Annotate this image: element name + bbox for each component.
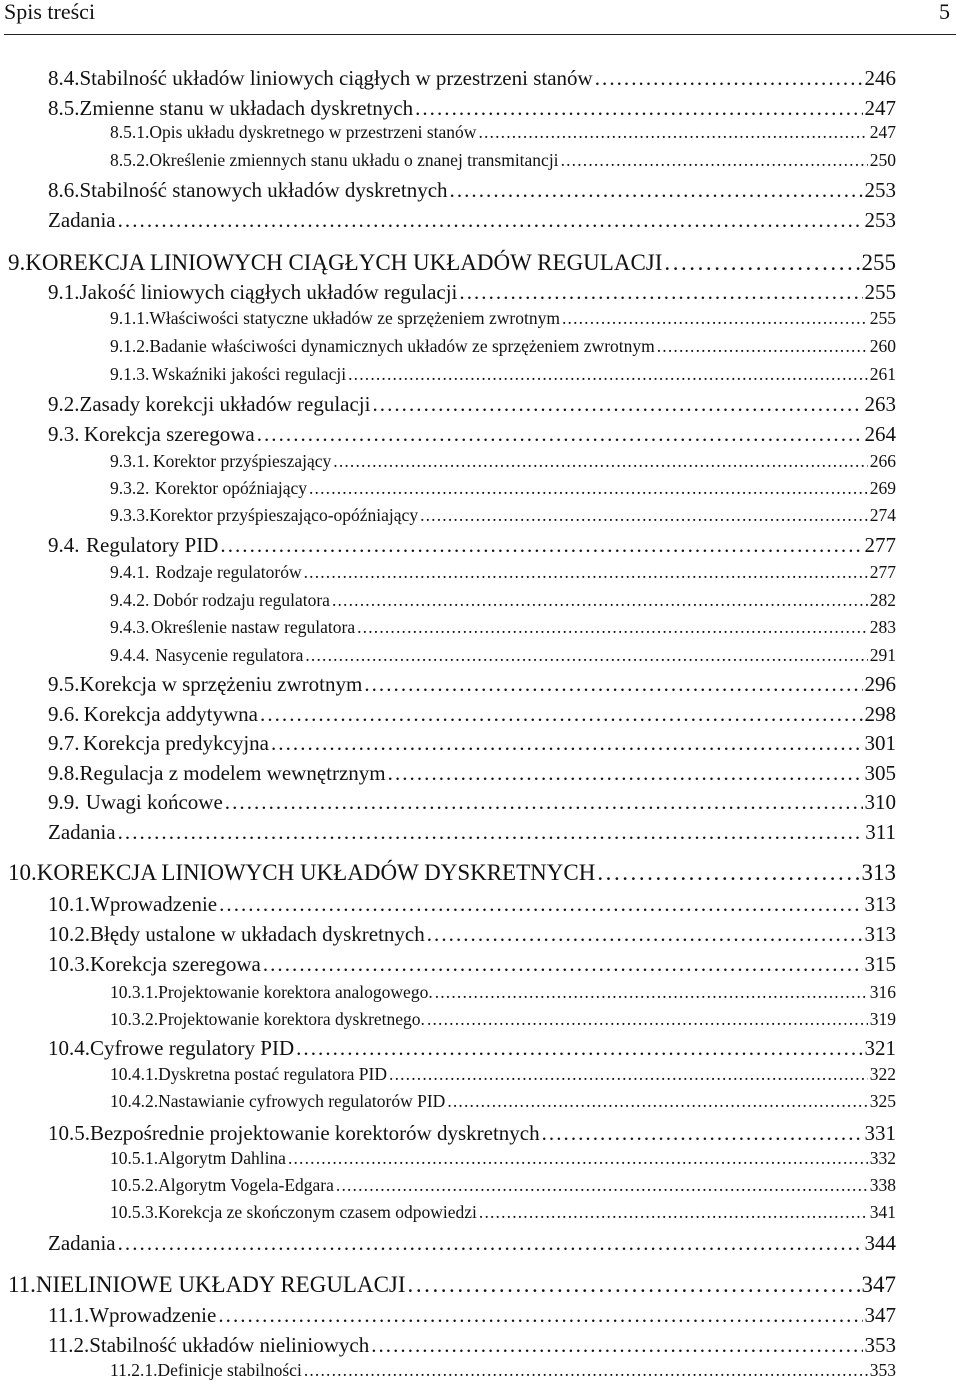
toc-entry: [8, 1272, 896, 1298]
dot-leader: [271, 731, 863, 756]
toc-entry-title: Zadania: [48, 208, 116, 232]
toc-entry-page: 269: [869, 478, 896, 498]
dot-leader: [427, 1009, 868, 1030]
toc-entry-page: 319: [869, 1009, 896, 1029]
toc-entry: [110, 645, 896, 666]
toc-entry-title: Korektor przyśpieszający: [152, 451, 332, 471]
toc-entry-page: 332: [869, 1148, 896, 1168]
toc-entry-page: 325: [869, 1091, 896, 1111]
toc-entry-page: 260: [869, 336, 896, 356]
toc-entry-number: 10.5.2.: [110, 1175, 159, 1195]
toc-entry-title: Regulacja z modelem wewnętrznym: [79, 761, 386, 785]
toc-entry-page: 247: [864, 96, 896, 120]
toc-entry-title: Opis układu dyskretnego w przestrzeni stanów: [149, 122, 477, 142]
toc-entry: [110, 617, 896, 638]
toc-entry-number: 11.2.: [48, 1333, 90, 1357]
toc-entry: [8, 250, 896, 276]
toc-entry-title: Zmienne stanu w układach dyskretnych: [79, 96, 414, 120]
toc-entry: [48, 892, 896, 917]
toc-entry-title: Korekcja predykcyjna: [83, 731, 269, 755]
toc-entry-page: 310: [864, 790, 896, 814]
toc-entry: [48, 208, 896, 233]
toc-entry: [48, 672, 896, 697]
toc-entry-number: 9.4.4.: [110, 645, 150, 665]
toc-entry-number: 11.: [8, 1272, 36, 1297]
toc-entry-page: 331: [864, 1121, 896, 1145]
toc-entry-page: 322: [869, 1064, 896, 1084]
toc-entry: [48, 820, 896, 845]
toc-entry-number: 10.2.: [48, 922, 90, 946]
toc-entry-title: Określenie zmiennych stanu układu o znanej transmitancji: [149, 150, 559, 170]
toc-entry: [48, 280, 896, 305]
toc-entry-title: Projektowanie korektora analogowego.: [158, 982, 433, 1002]
toc-entry-title: NIELINIOWE UKŁADY REGULACJI: [35, 1272, 406, 1297]
toc-entry-number: 9.9.: [48, 790, 80, 814]
toc-entry: [8, 860, 896, 886]
dot-leader: [257, 422, 863, 447]
toc-entry-number: 8.5.2.: [110, 150, 150, 170]
toc-entry-title: Określenie nastaw regulatora: [151, 617, 356, 637]
dot-leader: [420, 505, 868, 526]
dot-leader: [118, 1231, 863, 1256]
toc-entry-number: 9.4.1.: [110, 562, 150, 582]
toc-entry-number: 9.3.2.: [110, 478, 150, 498]
toc-entry: [48, 1231, 896, 1256]
toc-entry-page: 277: [869, 562, 896, 582]
dot-leader: [447, 1091, 867, 1112]
toc-entry-number: 9.4.2.: [110, 590, 150, 610]
dot-leader: [305, 645, 867, 666]
toc-entry: [48, 392, 896, 417]
toc-entry-number: 9.7.: [48, 731, 80, 755]
toc-entry-number: 9.5.: [48, 672, 80, 696]
dot-leader: [450, 178, 863, 203]
toc-entry-page: 321: [864, 1036, 896, 1060]
toc-entry-title: Korekcja ze skończonym czasem odpowiedzi: [158, 1202, 477, 1222]
toc-entry: [48, 422, 896, 447]
toc-entry: [110, 478, 896, 499]
toc-entry-title: KOREKCJA LINIOWYCH CIĄGŁYCH UKŁADÓW REGULACJI: [25, 250, 663, 275]
toc-entry-title: Jakość liniowych ciągłych układów regulacji: [79, 280, 458, 304]
toc-entry: [110, 308, 896, 329]
toc-entry-title: Badanie właściwości dynamicznych układów ze sprzężeniem zwrotnym: [149, 336, 655, 356]
dot-leader: [657, 336, 868, 357]
toc-entry: [48, 1333, 896, 1358]
toc-entry-number: 10.3.1.: [110, 982, 159, 1002]
toc-entry-number: 10.: [8, 860, 37, 885]
toc-entry: [110, 364, 896, 385]
toc-entry-number: 10.5.1.: [110, 1148, 159, 1168]
dot-leader: [220, 533, 862, 558]
toc-entry-number: 9.6.: [48, 702, 80, 726]
dot-leader: [597, 860, 859, 886]
toc-entry: [110, 1360, 896, 1381]
toc-entry-page: 282: [869, 590, 896, 610]
dot-leader: [388, 761, 863, 786]
toc-entry-number: 9.1.2.: [110, 336, 150, 356]
toc-entry-number: 8.5.1.: [110, 122, 150, 142]
toc-entry-page: 291: [869, 645, 896, 665]
toc-entry-page: 338: [869, 1175, 896, 1195]
toc-entry-number: 11.1.: [48, 1303, 90, 1327]
dot-leader: [348, 364, 868, 385]
dot-leader: [364, 672, 862, 697]
dot-leader: [372, 392, 862, 417]
toc-entry-page: 283: [869, 617, 896, 637]
toc-entry-number: 9.4.3.: [110, 617, 150, 637]
toc-entry-title: Bezpośrednie projektowanie korektorów dyskretnych: [90, 1121, 540, 1145]
dot-leader: [118, 208, 863, 233]
dot-leader: [333, 451, 867, 472]
toc-entry: [48, 702, 896, 727]
toc-entry-page: 263: [864, 392, 896, 416]
dot-leader: [288, 1148, 868, 1169]
toc-entry-title: Właściwości statyczne układów ze sprzężeniem zwrotnym: [149, 308, 560, 328]
toc-entry-title: Regulatory PID: [86, 533, 219, 557]
toc-entry: [110, 505, 896, 526]
toc-entry-title: Wprowadzenie: [89, 1303, 217, 1327]
dot-leader: [371, 1333, 862, 1358]
toc-entry: [110, 1091, 896, 1112]
toc-entry-page: 313: [864, 922, 896, 946]
toc-entry-page: 250: [869, 150, 896, 170]
toc-entry: [48, 952, 896, 977]
dot-leader: [304, 562, 868, 583]
dot-leader: [595, 66, 863, 91]
dot-leader: [415, 96, 862, 121]
toc-entry-title: Definicje stabilności: [157, 1360, 302, 1380]
toc-entry-number: 9.1.3.: [110, 364, 150, 384]
toc-entry-title: Dyskretna postać regulatora PID: [158, 1064, 388, 1084]
dot-leader: [479, 1202, 868, 1223]
toc-entry-page: 253: [864, 178, 896, 202]
dot-leader: [263, 952, 863, 977]
toc-entry-page: 344: [864, 1231, 896, 1255]
toc-entry-title: Wskaźniki jakości regulacji: [151, 364, 347, 384]
toc-entry-title: Stabilność stanowych układów dyskretnych: [79, 178, 448, 202]
header-page-number: 5: [939, 0, 950, 24]
dot-leader: [542, 1121, 863, 1146]
toc-entry-number: 9.: [8, 250, 26, 275]
dot-leader: [225, 790, 863, 815]
toc-entry-page: 347: [861, 1272, 896, 1297]
toc-entry-title: Projektowanie korektora dyskretnego.: [158, 1009, 425, 1029]
toc-entry-title: Korekcja w sprzężeniu zwrotnym: [79, 672, 363, 696]
dot-leader: [389, 1064, 868, 1085]
toc-entry-title: Stabilność układów nieliniowych: [89, 1333, 370, 1357]
dot-leader: [336, 1175, 868, 1196]
toc-entry: [110, 562, 896, 583]
toc-entry-page: 255: [864, 280, 896, 304]
toc-entry: [110, 1202, 896, 1223]
toc-entry-page: 296: [864, 672, 896, 696]
toc-entry-page: 277: [864, 533, 896, 557]
toc-entry: [110, 336, 896, 357]
toc-entry-page: 353: [864, 1333, 896, 1357]
toc-entry-title: Stabilność układów liniowych ciągłych w przestrzeni stanów: [79, 66, 593, 90]
toc-entry-page: 264: [864, 422, 896, 446]
toc-entry-number: 8.6.: [48, 178, 80, 202]
toc-entry-number: 10.4.1.: [110, 1064, 159, 1084]
toc-entry-number: 10.3.2.: [110, 1009, 159, 1029]
toc-entry-title: Dobór rodzaju regulatora: [153, 590, 330, 610]
toc-entry-number: 10.5.: [48, 1121, 90, 1145]
dot-leader: [304, 1360, 868, 1381]
toc-entry-title: Korektor przyśpieszająco-opóźniający: [149, 505, 419, 525]
toc-entry-number: 10.1.: [48, 892, 90, 916]
toc-entry-number: 10.5.3.: [110, 1202, 159, 1222]
dot-leader: [118, 820, 864, 845]
toc-entry: [48, 922, 896, 947]
toc-entry: [48, 790, 896, 815]
dot-leader: [478, 122, 867, 143]
dot-leader: [219, 892, 862, 917]
toc-entry-number: 9.2.: [48, 392, 80, 416]
toc-entry-page: 341: [869, 1202, 896, 1222]
toc-entry: [110, 451, 896, 472]
dot-leader: [296, 1036, 862, 1061]
toc-entry-title: Rodzaje regulatorów: [155, 562, 302, 582]
toc-entry-page: 246: [864, 66, 896, 90]
toc-entry-number: 8.5.: [48, 96, 80, 120]
toc-entry: [110, 150, 896, 171]
toc-entry: [48, 1036, 896, 1061]
toc-entry-number: 10.3.: [48, 952, 90, 976]
toc-entry-number: 9.3.3.: [110, 505, 150, 525]
toc-entry-page: 255: [869, 308, 896, 328]
toc-entry: [110, 1009, 896, 1030]
toc-entry-number: 9.3.1.: [110, 451, 150, 471]
toc-entry-number: 9.1.1.: [110, 308, 150, 328]
toc-entry-title: KOREKCJA LINIOWYCH UKŁADÓW DYSKRETNYCH: [36, 860, 596, 885]
toc-entry-page: 315: [864, 952, 896, 976]
dot-leader: [357, 617, 868, 638]
toc-entry-title: Korektor opóźniający: [154, 478, 307, 498]
toc-entry-page: 347: [864, 1303, 896, 1327]
toc-entry: [110, 982, 896, 1003]
toc-entry: [110, 122, 896, 143]
toc-entry-page: 316: [869, 982, 896, 1002]
toc-entry-number: 9.4.: [48, 533, 80, 557]
toc-entry-page: 313: [861, 860, 896, 885]
toc-entry-title: Błędy ustalone w układach dyskretnych: [90, 922, 425, 946]
toc-entry-number: 9.1.: [48, 280, 80, 304]
toc-entry-page: 298: [864, 702, 896, 726]
toc-entry: [110, 1064, 896, 1085]
dot-leader: [562, 308, 868, 329]
toc-entry-title: Wprowadzenie: [90, 892, 218, 916]
toc-entry: [110, 1175, 896, 1196]
toc-entry-title: Algorytm Vogela-Edgara: [158, 1175, 334, 1195]
toc-entry-title: Korekcja addytywna: [83, 702, 259, 726]
toc-entry-page: 311: [865, 820, 896, 844]
toc-entry-title: Nastawianie cyfrowych regulatorów PID: [158, 1091, 446, 1111]
toc-entry-number: 8.4.: [48, 66, 80, 90]
toc-entry-title: Korekcja szeregowa: [83, 422, 255, 446]
toc-entry-number: 9.3.: [48, 422, 80, 446]
toc-entry-number: 11.2.1.: [110, 1360, 158, 1380]
dot-leader: [427, 922, 863, 947]
toc-entry-title: Zadania: [48, 1231, 116, 1255]
toc-entry-page: 255: [861, 250, 896, 275]
toc-entry: [48, 533, 896, 558]
toc-entry-page: 313: [864, 892, 896, 916]
dot-leader: [218, 1303, 862, 1328]
dot-leader: [561, 150, 868, 171]
toc-entry-number: 10.4.2.: [110, 1091, 159, 1111]
toc-entry: [48, 1303, 896, 1328]
toc-entry: [48, 761, 896, 786]
toc-entry: [110, 590, 896, 611]
toc-entry-title: Uwagi końcowe: [85, 790, 223, 814]
toc-entry-page: 353: [869, 1360, 896, 1380]
toc-entry: [48, 178, 896, 203]
dot-leader: [435, 982, 868, 1003]
dot-leader: [664, 250, 859, 276]
dot-leader: [459, 280, 862, 305]
toc-entry-title: Nasycenie regulatora: [155, 645, 304, 665]
dot-leader: [408, 1272, 860, 1298]
toc-entry: [48, 1121, 896, 1146]
toc-entry-page: 266: [869, 451, 896, 471]
toc-entry-page: 305: [864, 761, 896, 785]
toc-entry: [48, 96, 896, 121]
toc-entry-page: 253: [864, 208, 896, 232]
toc-entry-page: 301: [864, 731, 896, 755]
toc-entry-page: 247: [869, 122, 896, 142]
toc-entry: [110, 1148, 896, 1169]
dot-leader: [309, 478, 868, 499]
toc-entry-title: Algorytm Dahlina: [158, 1148, 286, 1168]
toc-entry: [48, 66, 896, 91]
dot-leader: [260, 702, 862, 727]
dot-leader: [332, 590, 868, 611]
toc-entry-title: Korekcja szeregowa: [90, 952, 261, 976]
toc-entry-title: Cyfrowe regulatory PID: [90, 1036, 295, 1060]
toc-entry-page: 261: [869, 364, 896, 384]
toc-entry-title: Zasady korekcji układów regulacji: [79, 392, 371, 416]
header-title: Spis treści: [4, 0, 96, 24]
toc-entry-number: 9.8.: [48, 761, 80, 785]
toc-entry-page: 274: [869, 505, 896, 525]
toc-entry-number: 10.4.: [48, 1036, 90, 1060]
toc-entry: [48, 731, 896, 756]
toc-entry-title: Zadania: [48, 820, 116, 844]
